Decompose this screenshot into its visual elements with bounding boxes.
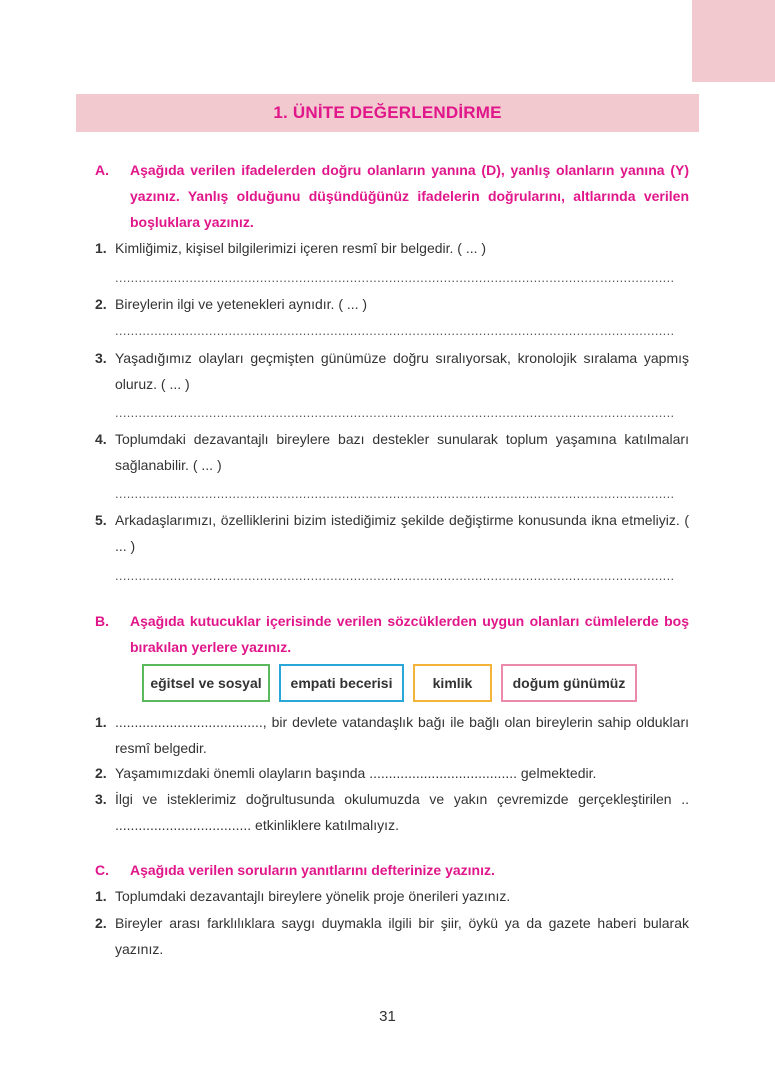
section-a-item-4 [95, 426, 689, 478]
section-c-letter: C. [95, 862, 109, 878]
section-a-heading [95, 157, 689, 235]
word-box-kimlik: kimlik [413, 664, 492, 702]
item-text: Toplumdaki dezavantajlı bireylere yönelik proje önerileri yazınız. [115, 888, 511, 904]
answer-line-a4[interactable]: ............................................................................................................................................... [115, 486, 675, 501]
item-number: 1. [95, 240, 107, 256]
section-b-item-2 [95, 760, 689, 786]
item-text: Toplumdaki dezavantajlı bireylere bazı destekler sunularak toplum yaşamına katılmaları sağlanabilir. ( ... ) [115, 431, 689, 473]
item-number: 1. [95, 714, 107, 730]
section-a-item-1 [95, 235, 689, 261]
corner-tab-decoration [692, 0, 775, 82]
section-a-item-5 [95, 507, 689, 559]
word-box-dogum-gunumuz: doğum günümüz [501, 664, 637, 702]
section-c-instruction: Aşağıda verilen soruların yanıtlarını defterinize yazınız. [130, 862, 495, 878]
item-number: 2. [95, 915, 107, 931]
section-c-item-1 [95, 883, 689, 909]
item-text: Yaşadığımız olayları geçmişten günümüze doğru sıralıyorsak, kronolojik sıralama yapmış oluruz. ( ... ) [115, 350, 689, 392]
item-text: Arkadaşlarımızı, özelliklerini bizim istediğimiz şekilde değiştirme konusunda ikna etmeliyiz. ( ... ) [115, 512, 689, 554]
item-text: Kimliğimiz, kişisel bilgilerimizi içeren resmî bir belgedir. ( ... ) [115, 240, 487, 256]
item-text: Yaşamımızdaki önemli olayların başında ...................................... gelmektedir. [115, 765, 597, 781]
section-a-item-2 [95, 291, 689, 317]
answer-line-a5[interactable]: ............................................................................................................................................... [115, 568, 675, 583]
section-b-instruction: Aşağıda kutucuklar içerisinde verilen sözcüklerden uygun olanları cümlelerde boş bırakılan yerlere yazınız. [130, 613, 689, 655]
item-text: Bireyler arası farklılıklara saygı duymakla ilgili bir şiir, öykü ya da gazete haberi bularak yazınız. [115, 915, 689, 957]
item-number: 3. [95, 791, 107, 807]
item-number: 2. [95, 296, 107, 312]
answer-line-a1[interactable]: ............................................................................................................................................... [115, 270, 675, 285]
answer-line-a3[interactable]: ............................................................................................................................................... [115, 405, 675, 420]
item-number: 2. [95, 765, 107, 781]
item-text: İlgi ve isteklerimiz doğrultusunda okulumuzda ve yakın çevremizde gerçekleştirilen .. ................................... etkinliklere katılmalıyız. [115, 791, 689, 833]
section-b-heading [95, 608, 689, 660]
section-a-instruction: Aşağıda verilen ifadelerden doğru olanların yanına (D), yanlış olanların yanına (Y) yazınız. Yanlış olduğunu düşündüğünüz ifadelerin doğrularını, altlarında verilen boşluklara yazınız. [130, 162, 689, 230]
item-text: ......................................, bir devlete vatandaşlık bağı ile bağlı olan bireylerin sahip oldukları resmî belgedir. [115, 714, 689, 756]
item-number: 3. [95, 350, 107, 366]
section-b-item-1 [95, 709, 689, 761]
item-number: 4. [95, 431, 107, 447]
unit-title-bar [76, 94, 699, 132]
section-c-item-2 [95, 910, 689, 962]
page-number: 31 [379, 1008, 396, 1025]
section-a-letter: A. [95, 162, 109, 178]
item-text: Bireylerin ilgi ve yetenekleri aynıdır. ( ... ) [115, 296, 368, 312]
word-boxes [142, 664, 637, 702]
item-number: 1. [95, 888, 107, 904]
word-box-egitsel-ve-sosyal: eğitsel ve sosyal [142, 664, 270, 702]
word-box-empati-becerisi: empati becerisi [279, 664, 404, 702]
item-number: 5. [95, 512, 107, 528]
section-b-item-3 [95, 786, 689, 838]
section-a-item-3 [95, 345, 689, 397]
answer-line-a2[interactable]: ............................................................................................................................................... [115, 323, 675, 338]
page-title: 1. ÜNİTE DEĞERLENDİRME [273, 103, 502, 122]
section-c-heading [95, 857, 689, 883]
section-b-letter: B. [95, 613, 109, 629]
